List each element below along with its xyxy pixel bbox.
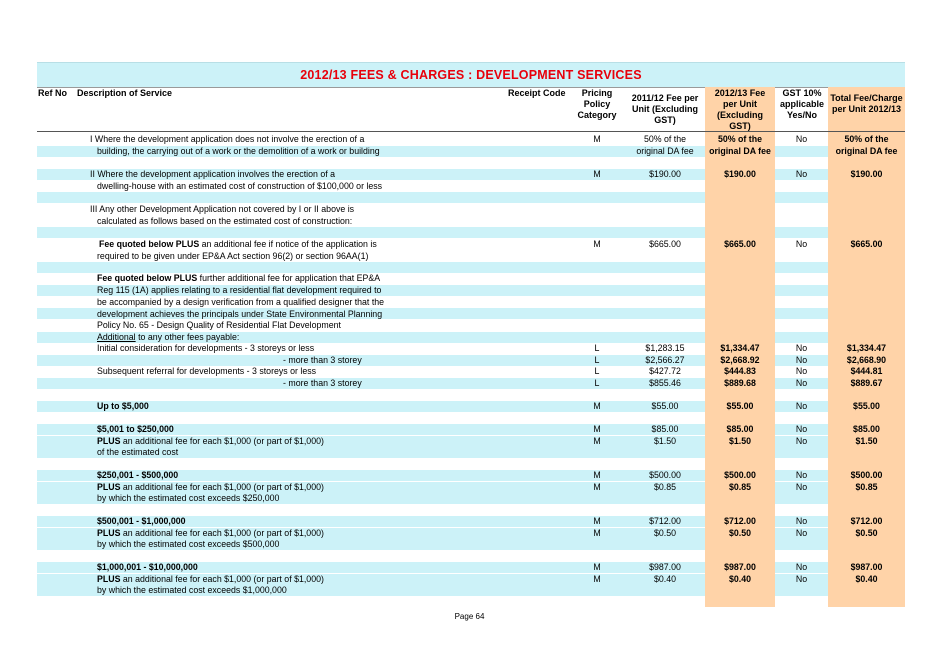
description-bold-text: Fee quoted below PLUS xyxy=(97,273,198,283)
description-cell xyxy=(99,239,377,251)
gst-cell: No xyxy=(795,169,808,179)
pricing-category-cell: M xyxy=(593,562,601,572)
description-text: an additional fee for each $1,000 (or part of $1,000) xyxy=(120,528,324,538)
fee-2011-cell: $500.00 xyxy=(649,470,681,480)
table-row xyxy=(37,562,905,574)
header-fee-2012: 2012/13 Fee per Unit (Excluding GST) xyxy=(714,88,766,131)
description-cell xyxy=(97,285,381,297)
band-total-cell xyxy=(828,227,905,238)
description-cell xyxy=(97,320,341,332)
description-bold-text: Fee quoted below PLUS xyxy=(99,239,200,249)
gst-cell: No xyxy=(795,470,808,480)
fee-2012-cell: $444.83 xyxy=(724,366,756,376)
gst-cell: No xyxy=(795,366,808,376)
header-ref-no: Ref No xyxy=(38,88,67,98)
table-row xyxy=(37,401,905,413)
description-cell xyxy=(90,134,364,146)
description-text: II Where the development application involves the erection of a xyxy=(90,169,335,179)
total-cell: $190.00 xyxy=(850,169,883,179)
description-text: required to be given under EP&A Act section 96(2) or section 96AA(1) xyxy=(97,251,369,261)
description-cell xyxy=(97,528,324,540)
fee-2011-cell: $2,566.27 xyxy=(645,355,685,365)
fee-2011-cell: $987.00 xyxy=(649,562,681,572)
description-text: III Any other Development Application not covered by I or II above is xyxy=(90,204,355,214)
description-cell xyxy=(97,482,324,494)
table-row xyxy=(37,378,905,390)
header-total: Total Fee/Charge per Unit 2012/13 xyxy=(830,93,903,114)
fee-2011-cell: $665.00 xyxy=(649,239,681,249)
description-text: be accompanied by a design verification from a qualified designer that the xyxy=(97,297,385,307)
description-text: I Where the development application does not involve the erection of a xyxy=(90,134,365,144)
gst-cell: No xyxy=(795,574,808,584)
pricing-category-cell: M xyxy=(593,516,601,526)
description-underlined-text: Additional xyxy=(97,332,136,342)
description-text: an additional fee for each $1,000 (or part of $1,000) xyxy=(120,482,324,492)
gst-cell: No xyxy=(795,436,808,446)
gst-cell: No xyxy=(795,401,808,411)
total-cell: $1,334.47 xyxy=(846,343,887,353)
table-row xyxy=(37,320,905,332)
fee-2012-cell: $987.00 xyxy=(724,562,756,572)
header-pricing-policy: Pricing Policy Category xyxy=(577,88,617,120)
fee-2011-cell: $1.50 xyxy=(653,436,676,446)
fee-2012-cell: $665.00 xyxy=(724,239,756,249)
pricing-category-cell: M xyxy=(593,470,601,480)
row-shading-band xyxy=(37,262,905,273)
description-text: Initial consideration for developments - 3 storeys or less xyxy=(97,343,315,353)
total-cell: $712.00 xyxy=(850,516,883,526)
gst-cell: No xyxy=(795,134,808,144)
fee-2012-cell: $0.85 xyxy=(728,482,751,492)
table-row xyxy=(37,216,905,228)
total-cell: $889.67 xyxy=(850,378,883,388)
description-text: an additional fee for each $1,000 (or part of $1,000) xyxy=(120,436,324,446)
description-cell xyxy=(97,436,324,448)
table-row xyxy=(37,493,905,505)
pricing-category-cell: M xyxy=(593,528,601,538)
title-band xyxy=(37,62,905,88)
gst-cell: No xyxy=(795,528,808,538)
description-text: an additional fee for each $1,000 (or part of $1,000) xyxy=(120,574,324,584)
fee-2011-cell: $0.85 xyxy=(653,482,676,492)
fee-schedule-sheet xyxy=(37,62,905,608)
pricing-category-cell: L xyxy=(594,378,600,388)
description-text: - more than 3 storey xyxy=(283,378,362,388)
description-text: by which the estimated cost exceeds $250,000 xyxy=(97,493,280,503)
pricing-category-cell: M xyxy=(593,482,601,492)
description-text: Subsequent referral for developments - 3 storeys or less xyxy=(97,366,317,376)
table-row xyxy=(37,285,905,297)
fee-2011-cell: $712.00 xyxy=(649,516,681,526)
fee-2011-cell: $427.72 xyxy=(649,366,681,376)
table-row xyxy=(37,482,905,494)
gst-cell: No xyxy=(795,239,808,249)
table-row xyxy=(37,146,905,158)
header-gst: GST 10% applicable Yes/No xyxy=(779,88,824,120)
table-row xyxy=(37,181,905,193)
description-text: to any other fees payable: xyxy=(135,332,240,342)
description-cell xyxy=(97,470,178,482)
header-description: Description of Service xyxy=(77,88,173,98)
fee-2012-cell: $500.00 xyxy=(724,470,756,480)
description-text: Policy No. 65 - Design Quality of Residential Flat Development xyxy=(97,320,341,330)
description-text: - more than 3 storey xyxy=(283,355,362,365)
pricing-category-cell: L xyxy=(594,366,600,376)
description-bold-text: PLUS xyxy=(97,528,121,538)
description-bold-text: $1,000,001 - $10,000,000 xyxy=(97,562,198,572)
table-row xyxy=(37,355,905,367)
fee-2012-cell: $712.00 xyxy=(724,516,756,526)
description-cell xyxy=(97,401,149,413)
table-row xyxy=(37,516,905,528)
fee-2012-cell: 50% of the xyxy=(718,134,762,144)
total-cell: original DA fee xyxy=(835,146,898,156)
gst-cell: No xyxy=(795,516,808,526)
gst-cell: No xyxy=(795,378,808,388)
total-cell: $1.50 xyxy=(855,436,878,446)
table-row xyxy=(37,436,905,448)
description-cell xyxy=(97,216,352,228)
table-row xyxy=(37,424,905,436)
fee-2011-cell: $85.00 xyxy=(651,424,679,434)
pricing-category-cell: M xyxy=(593,401,601,411)
fee-2012-cell: $0.50 xyxy=(728,528,751,538)
total-cell: $987.00 xyxy=(850,562,883,572)
description-cell xyxy=(97,539,279,551)
description-cell xyxy=(97,366,316,378)
description-cell xyxy=(97,424,174,436)
total-cell: $500.00 xyxy=(850,470,883,480)
band-fee-2012-cell xyxy=(705,262,775,273)
description-cell xyxy=(97,181,382,193)
description-cell xyxy=(283,378,362,390)
fee-2012-cell: $0.40 xyxy=(728,574,751,584)
description-cell xyxy=(90,204,354,216)
table-row xyxy=(37,134,905,146)
table-row xyxy=(37,528,905,540)
fee-2011-cell: $190.00 xyxy=(649,169,681,179)
pricing-category-cell: M xyxy=(593,436,601,446)
description-bold-text: PLUS xyxy=(97,482,121,492)
fee-2011-cell: 50% of the xyxy=(643,134,687,144)
description-cell xyxy=(97,309,382,321)
description-cell xyxy=(97,343,314,355)
description-text: building, the carrying out of a work or the demolition of a work or building xyxy=(97,146,380,156)
table-row xyxy=(37,273,905,285)
row-shading-band xyxy=(37,192,905,203)
gst-cell: No xyxy=(795,355,808,365)
fee-2011-cell: $0.50 xyxy=(653,528,676,538)
pricing-category-cell: L xyxy=(594,343,600,353)
gst-cell: No xyxy=(795,424,808,434)
fee-2012-cell: $1.50 xyxy=(728,436,751,446)
gst-cell: No xyxy=(795,482,808,492)
description-cell xyxy=(283,355,362,367)
description-text: by which the estimated cost exceeds $1,000,000 xyxy=(97,585,287,595)
fee-2012-cell: $889.68 xyxy=(724,378,756,388)
description-text: further additional fee for application that EP&A xyxy=(197,273,381,283)
gst-cell: No xyxy=(795,343,808,353)
description-cell xyxy=(97,273,380,285)
description-bold-text: Up to $5,000 xyxy=(97,401,149,411)
fee-2012-cell: $1,334.47 xyxy=(720,343,760,353)
band-fee-2012-cell xyxy=(705,192,775,203)
pricing-category-cell: M xyxy=(593,169,601,179)
table-row xyxy=(37,204,905,216)
total-cell: $0.50 xyxy=(855,528,878,538)
description-text: calculated as follows based on the estimated cost of construction: xyxy=(97,216,353,226)
fee-2012-cell: $2,668.92 xyxy=(720,355,760,365)
table-row xyxy=(37,332,905,344)
table-header xyxy=(37,87,905,132)
table-row xyxy=(37,309,905,321)
table-row xyxy=(37,366,905,378)
fee-2011-cell: original DA fee xyxy=(636,146,694,156)
description-text: of the estimated cost xyxy=(97,447,179,457)
pricing-category-cell: M xyxy=(593,424,601,434)
description-cell xyxy=(97,297,384,309)
pricing-category-cell: M xyxy=(593,134,601,144)
table-row xyxy=(37,585,905,597)
table-row xyxy=(37,239,905,251)
description-bold-text: PLUS xyxy=(97,574,121,584)
pricing-category-cell: M xyxy=(593,574,601,584)
fee-2012-cell: original DA fee xyxy=(709,146,771,156)
table-row xyxy=(37,343,905,355)
description-cell xyxy=(97,332,239,344)
header-receipt-code: Receipt Code xyxy=(508,88,566,98)
table-row xyxy=(37,574,905,586)
total-cell: $444.81 xyxy=(850,366,883,376)
total-cell: $665.00 xyxy=(850,239,883,249)
description-cell xyxy=(97,251,368,263)
description-bold-text: $5,001 to $250,000 xyxy=(97,424,174,434)
page-number: Page 64 xyxy=(454,612,485,621)
description-cell xyxy=(97,493,279,505)
description-cell xyxy=(97,585,287,597)
page-title: 2012/13 FEES & CHARGES : DEVELOPMENT SERVICES xyxy=(300,68,642,82)
total-cell: $0.85 xyxy=(855,482,878,492)
description-text: by which the estimated cost exceeds $500,000 xyxy=(97,539,280,549)
description-cell xyxy=(90,169,335,181)
fee-2011-cell: $55.00 xyxy=(651,401,679,411)
table-row xyxy=(37,447,905,459)
table-row xyxy=(37,470,905,482)
description-cell xyxy=(97,447,178,459)
description-text: an additional fee if notice of the application is xyxy=(199,239,377,249)
description-text: dwelling-house with an estimated cost of construction of $100,000 or less xyxy=(97,181,383,191)
description-text: Reg 115 (1A) applies relating to a residential flat development required to xyxy=(97,285,382,295)
description-bold-text: $250,001 - $500,000 xyxy=(97,470,179,480)
gst-cell: No xyxy=(795,562,808,572)
table-row xyxy=(37,297,905,309)
band-total-cell xyxy=(828,262,905,273)
fee-2011-cell: $855.46 xyxy=(649,378,681,388)
fee-2011-cell: $0.40 xyxy=(653,574,676,584)
total-cell: $85.00 xyxy=(853,424,880,434)
table-row xyxy=(37,169,905,181)
table-row xyxy=(37,539,905,551)
description-text: development achieves the principals under State Environmental Planning xyxy=(97,309,383,319)
fee-2011-cell: $1,283.15 xyxy=(645,343,685,353)
description-bold-text: $500,001 - $1,000,000 xyxy=(97,516,186,526)
description-cell xyxy=(97,562,198,574)
band-total-cell xyxy=(828,192,905,203)
band-fee-2012-cell xyxy=(705,227,775,238)
description-cell xyxy=(97,516,186,528)
pricing-category-cell: L xyxy=(594,355,600,365)
pricing-category-cell: M xyxy=(593,239,601,249)
total-cell: 50% of the xyxy=(844,134,889,144)
header-fee-2011: 2011/12 Fee per Unit (Excluding GST) xyxy=(631,93,699,125)
description-cell xyxy=(97,146,380,158)
total-cell: $0.40 xyxy=(855,574,878,584)
total-cell: $2,668.90 xyxy=(846,355,887,365)
fee-2012-cell: $85.00 xyxy=(726,424,754,434)
table-row xyxy=(37,251,905,263)
total-cell: $55.00 xyxy=(853,401,880,411)
fee-2012-cell: $190.00 xyxy=(724,169,756,179)
row-shading-band xyxy=(37,227,905,238)
fee-2012-cell: $55.00 xyxy=(726,401,754,411)
description-bold-text: PLUS xyxy=(97,436,121,446)
description-cell xyxy=(97,574,324,586)
